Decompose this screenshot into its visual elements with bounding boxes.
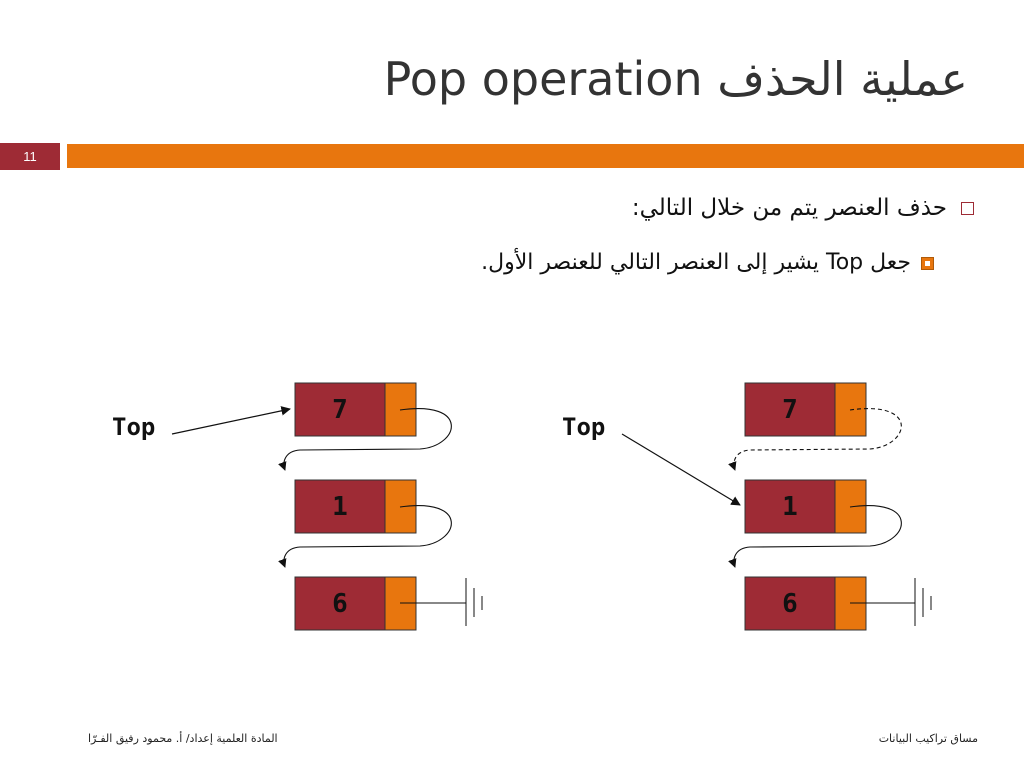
right-node-3	[745, 577, 866, 630]
left-node-2	[295, 480, 416, 533]
left-node-1-value: 7	[332, 395, 348, 425]
left-node-3	[295, 577, 416, 630]
left-top-label: Top	[112, 413, 156, 441]
right-node-3-value: 6	[782, 589, 798, 619]
left-linked-list	[112, 383, 482, 630]
footer-author: المادة العلمية إعداد/ أ. محمود رفيق الفـرّا	[88, 732, 278, 745]
footer-course: مساق تراكيب البيانات	[878, 732, 978, 745]
left-node-3-value: 6	[332, 589, 348, 619]
left-node-2-value: 1	[332, 492, 348, 522]
bullet-level1-text: حذف العنصر يتم من خلال التالي:	[631, 195, 947, 221]
right-node-1	[745, 383, 866, 436]
title-arabic: عملية الحذف	[717, 52, 968, 106]
right-linked-list	[562, 383, 931, 630]
right-node-1-value: 7	[782, 395, 798, 425]
title-english: Pop operation	[383, 52, 703, 106]
left-top-pointer-arrow	[172, 409, 290, 434]
left-node-1	[295, 383, 416, 436]
bullet-level2-text: جعل Top يشير إلى العنصر التالي للعنصر الأول.	[481, 250, 911, 275]
right-node-2	[745, 480, 866, 533]
right-node-2-value: 1	[782, 492, 798, 522]
right-top-pointer-arrow	[622, 434, 740, 505]
slide-number: 11	[0, 143, 60, 170]
right-top-label: Top	[562, 413, 606, 441]
